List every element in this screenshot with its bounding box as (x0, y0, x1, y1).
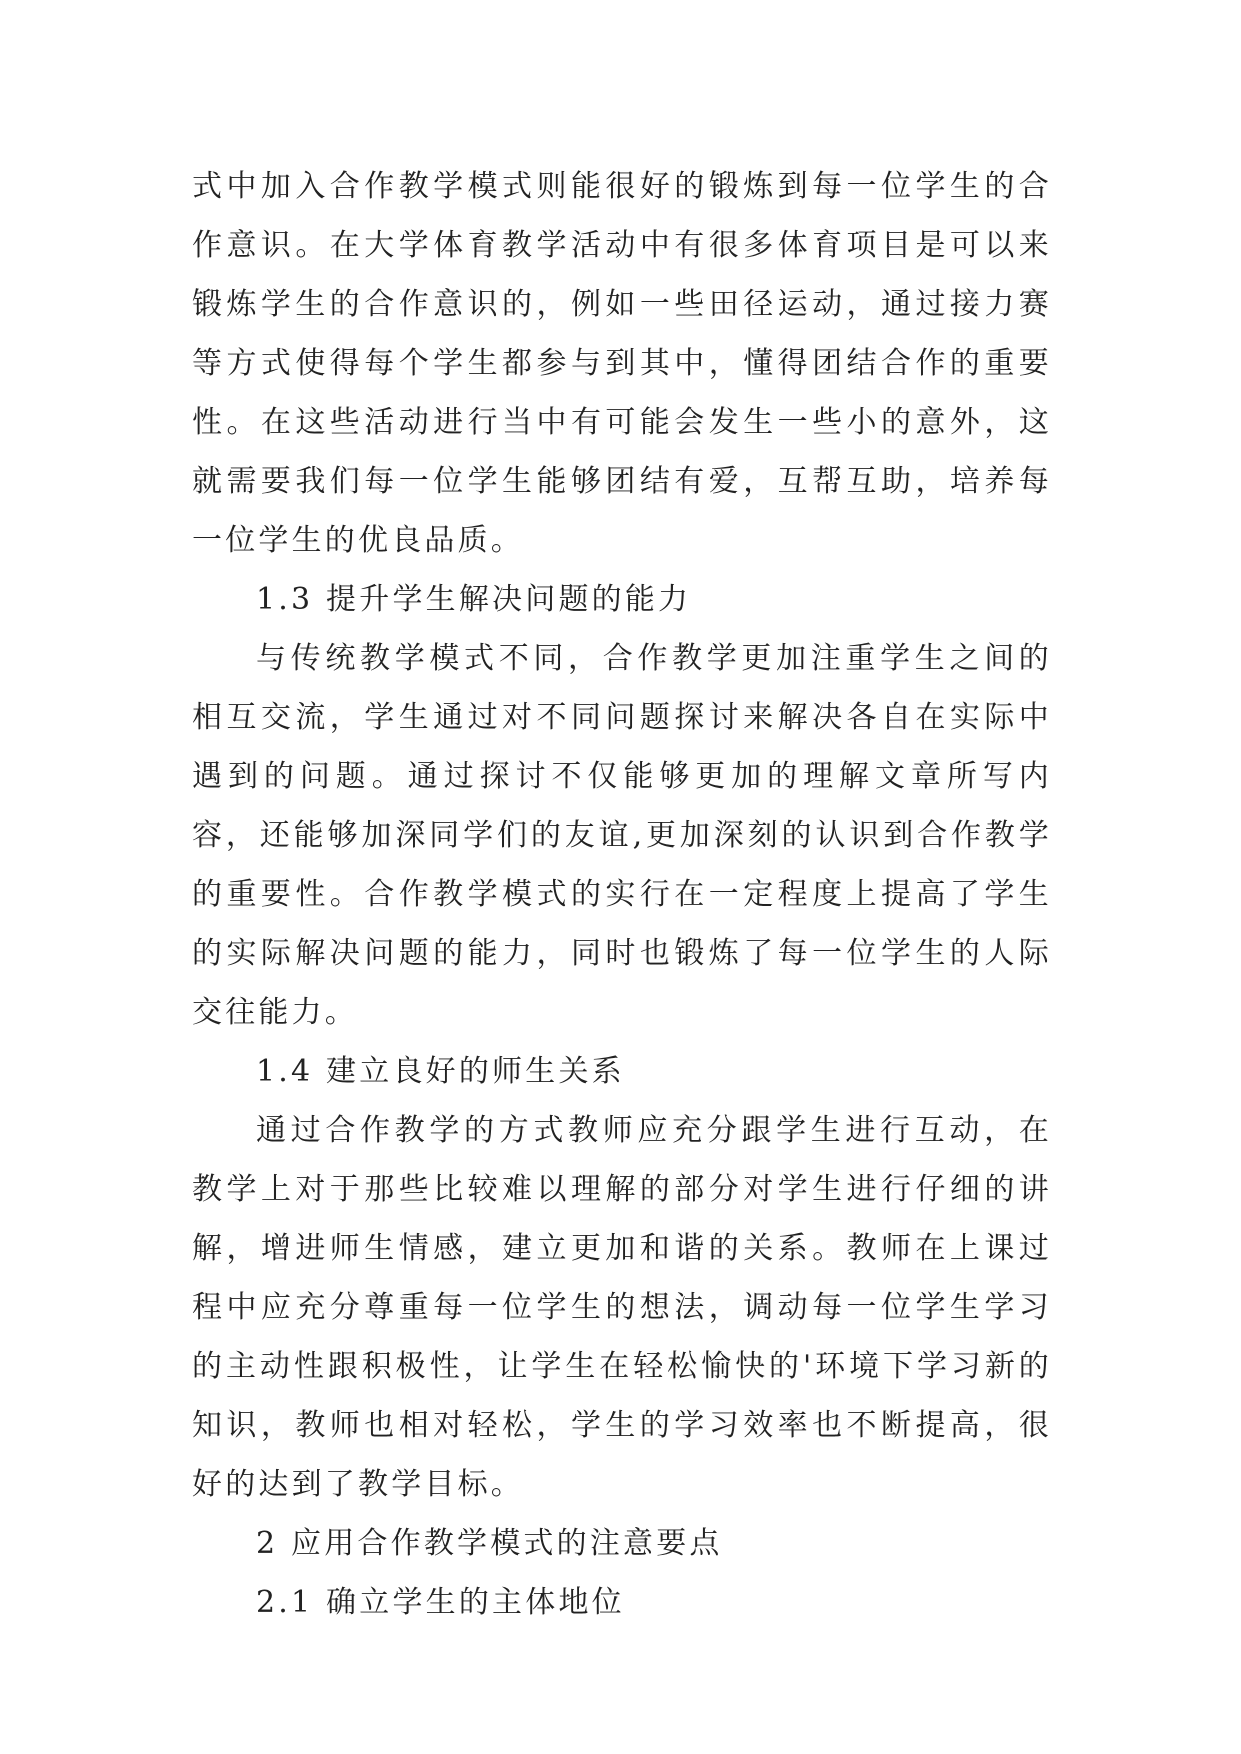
paragraph-problem-solving: 与传统教学模式不同，合作教学更加注重学生之间的相互交流，学生通过对不同问题探讨来解决各自在实际中遇到的问题。通过探讨不仅能够更加的理解文章所写内容，还能够加深同学们的友谊,更加深刻的认识到合作教学的重要性。合作教学模式的实行在一定程度上提高了学生的实际解决问题的能力，同时也锻炼了每一位学生的人际交往能力。 (192, 641, 1052, 1030)
section-heading-1-3: 1.3 提升学生解决问题的能力 (256, 582, 692, 617)
paragraph-cooperation-awareness: 式中加入合作教学模式则能很好的锻炼到每一位学生的合作意识。在大学体育教学活动中有很多体育项目是可以来锻炼学生的合作意识的，例如一些田径运动，通过接力赛等方式使得每个学生都参与到其中，懂得团结合作的重要性。在这些活动进行当中有可能会发生一些小的意外，这就需要我们每一位学生能够团结有爱，互帮互助，培养每一位学生的优良品质。 (192, 169, 1052, 558)
section-heading-1-4: 1.4 建立良好的师生关系 (256, 1054, 625, 1089)
section-heading-2-1: 2.1 确立学生的主体地位 (256, 1585, 625, 1620)
paragraph-teacher-student-relation: 通过合作教学的方式教师应充分跟学生进行互动，在教学上对于那些比较难以理解的部分对学生进行仔细的讲解，增进师生情感，建立更加和谐的关系。教师在上课过程中应充分尊重每一位学生的想法，调动每一位学生学习的主动性跟积极性，让学生在轻松愉快的'环境下学习新的知识，教师也相对轻松，学生的学习效率也不断提高，很好的达到了教学目标。 (192, 1113, 1052, 1502)
section-heading-2: 2 应用合作教学模式的注意要点 (256, 1526, 723, 1561)
document-body (192, 157, 1052, 1632)
